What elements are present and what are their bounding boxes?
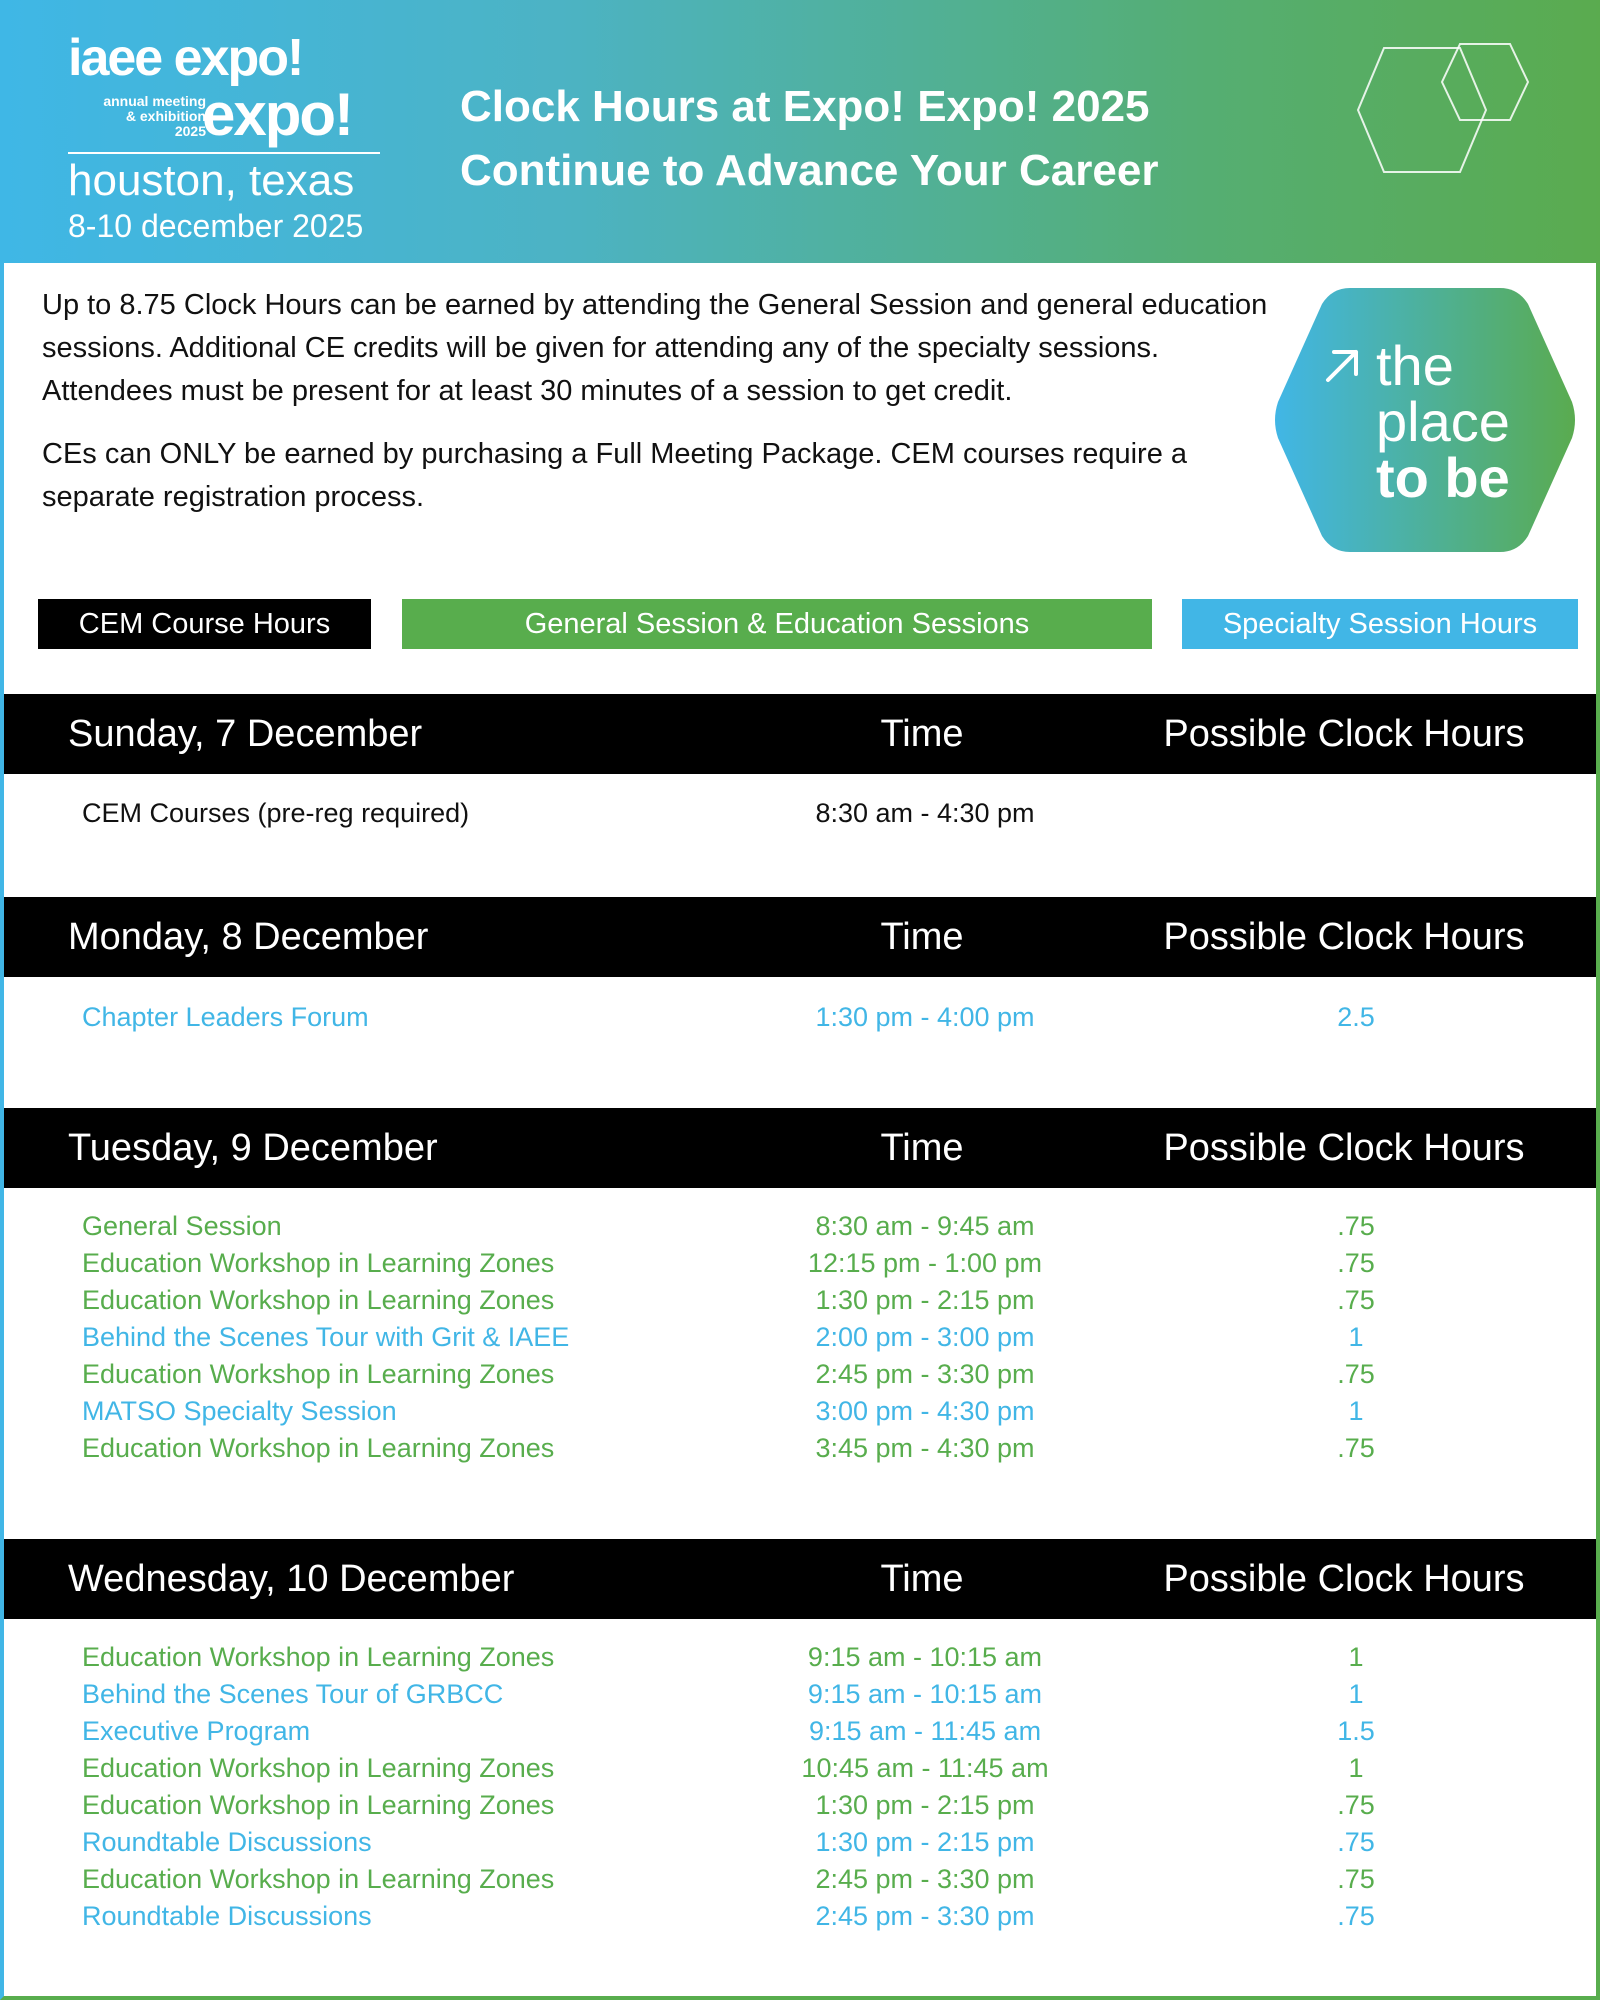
day-header [4, 1108, 1596, 1188]
legend-general: General Session & Education Sessions [402, 599, 1152, 649]
session-time: 1:30 pm - 2:15 pm [815, 1285, 1035, 1315]
session-hours: .75 [1337, 1827, 1375, 1857]
intro-text [42, 284, 1272, 539]
logo-expo: expo! [202, 81, 353, 148]
session-hours: .75 [1337, 1248, 1375, 1278]
session-hours: .75 [1337, 1285, 1375, 1315]
session-hours: 1.5 [1337, 1716, 1375, 1746]
session-time: 1:30 pm - 2:15 pm [815, 1827, 1035, 1857]
session-time: 9:15 am - 10:15 am [807, 1642, 1043, 1672]
day-title: Tuesday, 9 December [68, 1127, 438, 1169]
session-hours: .75 [1337, 1901, 1375, 1931]
time-column-header: Time [880, 916, 964, 958]
page-title: Clock Hours at Expo! Expo! 2025 [460, 82, 1150, 131]
session-name: Education Workshop in Learning Zones [82, 1433, 555, 1463]
hours-column-header: Possible Clock Hours [1163, 1127, 1525, 1169]
session-hours: .75 [1337, 1790, 1375, 1820]
intro-paragraph: CEs can ONLY be earned by purchasing a Full Meeting Package. CEM courses require a separate registration process. [42, 438, 1188, 513]
session-name: Behind the Scenes Tour with Grit & IAEE [82, 1322, 570, 1352]
session-time: 1:30 pm - 4:00 pm [815, 1002, 1035, 1032]
logo-brand: iaee expo! [68, 29, 303, 87]
table-row [0, 1676, 1600, 1713]
table-row [0, 1750, 1600, 1787]
table-row [0, 1356, 1600, 1393]
session-name: Education Workshop in Learning Zones [82, 1864, 555, 1894]
session-name: CEM Courses (pre-reg required) [82, 798, 470, 828]
session-name: Education Workshop in Learning Zones [82, 1248, 555, 1278]
logo-sub-line: annual meeting [103, 93, 206, 109]
table-row [0, 1787, 1600, 1824]
table-row [0, 1430, 1600, 1467]
logo-dates: 8-10 december 2025 [68, 208, 364, 244]
session-name: Roundtable Discussions [82, 1827, 372, 1857]
session-time: 12:15 pm - 1:00 pm [807, 1248, 1043, 1278]
logo-sub-line: 2025 [174, 123, 206, 139]
session-time: 2:45 pm - 3:30 pm [815, 1864, 1035, 1894]
session-hours: 1 [1348, 1396, 1364, 1426]
session-name: Chapter Leaders Forum [82, 1002, 369, 1032]
table-row [0, 1282, 1600, 1319]
intro-paragraph: Up to 8.75 Clock Hours can be earned by attending the General Session and general education sessions. Additional CE credits will be given for attending any of the specialty sessions. Attendees must be present for at least 30 minutes of a session to get credit. [42, 289, 1268, 407]
logo-divider [68, 152, 380, 154]
logo-subtitle [76, 94, 206, 139]
table-row [0, 1713, 1600, 1750]
session-time: 10:45 am - 11:45 am [801, 1753, 1049, 1783]
session-time: 9:15 am - 11:45 am [808, 1716, 1042, 1746]
session-hours: 1 [1348, 1679, 1364, 1709]
table-row [0, 1824, 1600, 1861]
session-name: Education Workshop in Learning Zones [82, 1790, 555, 1820]
day-header [4, 897, 1596, 977]
table-row [0, 1245, 1600, 1282]
hours-column-header: Possible Clock Hours [1163, 1558, 1525, 1600]
badge-text [1376, 334, 1510, 509]
time-column-header: Time [880, 713, 964, 755]
session-time: 8:30 am - 9:45 am [815, 1211, 1035, 1241]
session-name: Education Workshop in Learning Zones [82, 1359, 555, 1389]
badge-line: the [1376, 334, 1454, 397]
hours-column-header: Possible Clock Hours [1163, 916, 1525, 958]
session-hours: .75 [1337, 1433, 1375, 1463]
session-time: 2:45 pm - 3:30 pm [815, 1901, 1035, 1931]
session-hours: 2.5 [1337, 1002, 1375, 1032]
session-name: Behind the Scenes Tour of GRBCC [82, 1679, 504, 1709]
session-time: 8:30 am - 4:30 pm [815, 798, 1035, 828]
day-header [4, 1539, 1596, 1619]
badge-line: to be [1376, 446, 1510, 509]
session-hours: 1 [1348, 1322, 1364, 1352]
table-row [0, 795, 1600, 832]
session-hours: 1 [1348, 1642, 1364, 1672]
day-title: Wednesday, 10 December [68, 1558, 515, 1600]
logo-sub-line: & exhibition [125, 108, 206, 124]
logo-city: houston, texas [68, 156, 355, 205]
session-name: Executive Program [82, 1716, 311, 1746]
legend-cem: CEM Course Hours [38, 599, 371, 649]
badge-line: place [1376, 390, 1510, 453]
time-column-header: Time [880, 1558, 964, 1600]
session-name: Education Workshop in Learning Zones [82, 1642, 555, 1672]
table-row [0, 1639, 1600, 1676]
table-row [0, 1861, 1600, 1898]
table-row [0, 1898, 1600, 1935]
session-name: MATSO Specialty Session [82, 1396, 397, 1426]
session-time: 3:45 pm - 4:30 pm [815, 1433, 1035, 1463]
hexagon-outline-icon [1350, 36, 1540, 186]
time-column-header: Time [880, 1127, 964, 1169]
session-hours: .75 [1337, 1864, 1375, 1894]
table-row [0, 1319, 1600, 1356]
day-title: Monday, 8 December [68, 916, 429, 958]
table-row [0, 1208, 1600, 1245]
day-header [4, 694, 1596, 774]
session-name: General Session [82, 1211, 282, 1241]
session-hours: .75 [1337, 1211, 1375, 1241]
session-name: Education Workshop in Learning Zones [82, 1753, 555, 1783]
day-title: Sunday, 7 December [68, 713, 423, 755]
legend-specialty: Specialty Session Hours [1182, 599, 1578, 649]
session-name: Roundtable Discussions [82, 1901, 372, 1931]
session-name: Education Workshop in Learning Zones [82, 1285, 555, 1315]
session-time: 1:30 pm - 2:15 pm [815, 1790, 1035, 1820]
session-time: 3:00 pm - 4:30 pm [815, 1396, 1035, 1426]
session-time: 2:45 pm - 3:30 pm [815, 1359, 1035, 1389]
page-subtitle: Continue to Advance Your Career [460, 146, 1159, 195]
hours-column-header: Possible Clock Hours [1163, 713, 1525, 755]
session-hours: .75 [1337, 1359, 1375, 1389]
session-time: 9:15 am - 10:15 am [807, 1679, 1043, 1709]
table-row [0, 1393, 1600, 1430]
page-header [0, 0, 1600, 263]
session-time: 2:00 pm - 3:00 pm [815, 1322, 1035, 1352]
table-row [0, 999, 1600, 1036]
arrow-up-right-icon [1320, 344, 1364, 388]
session-hours: 1 [1348, 1753, 1364, 1783]
